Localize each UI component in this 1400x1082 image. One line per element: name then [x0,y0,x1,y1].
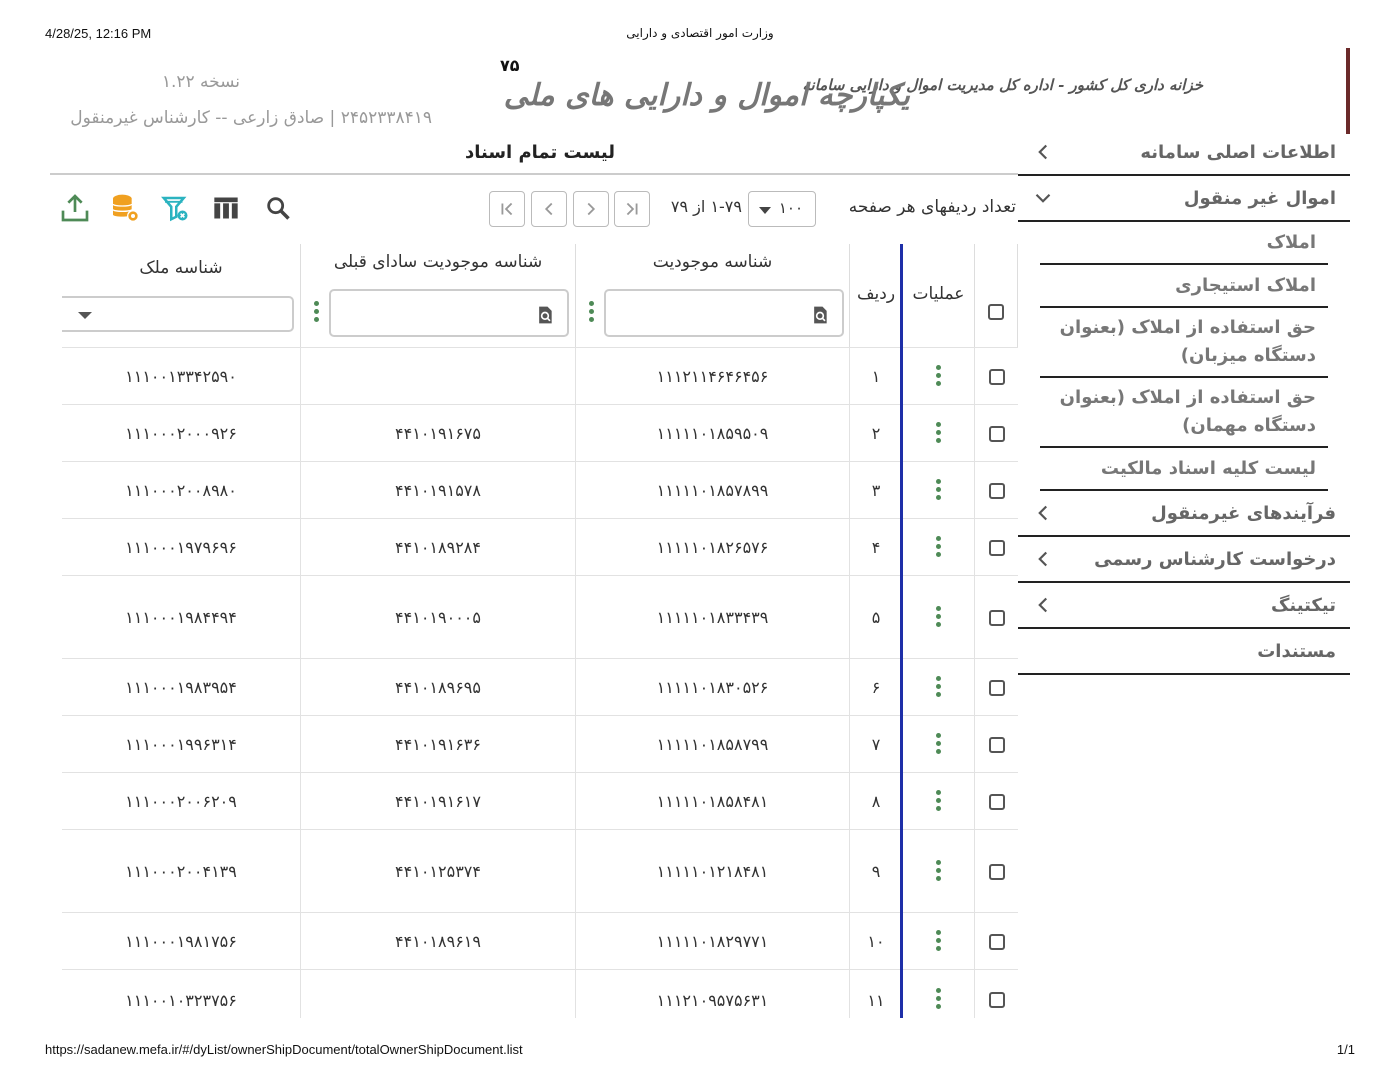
row-actions-menu-icon[interactable] [936,479,942,503]
user-info: ۲۴۵۲۳۳۸۴۱۹ | صادق زارعی -- کارشناس غیرمنقول [70,108,432,128]
row-number-cell: ۱ [850,348,903,405]
rows-per-page-label: تعداد ردیفهای هر صفحه [848,197,1016,217]
header-property-id-label: شناسه ملک [139,258,223,278]
row-operations-cell [903,405,975,462]
row-select-cell [975,716,1018,773]
filter-icon [160,193,190,223]
entity-id-cell: ۱۱۱۱۱۰۱۸۲۹۷۷۱ [576,913,850,970]
documents-table [62,244,1018,1018]
prev-entity-id-cell: ۴۴۱۰۱۹۱۶۱۷ [301,773,576,830]
row-operations-cell [903,348,975,405]
header-row-label: ردیف [856,284,896,304]
sidebar-subitem-label: املاک [1266,232,1316,253]
row-actions-menu-icon[interactable] [936,676,942,700]
property-id-cell: ۱۱۱۰۰۰۱۹۹۶۳۱۴ [62,716,301,773]
sidebar-subitem-ownership-docs[interactable] [1040,448,1328,491]
header-select-column [975,244,1018,347]
prev-entity-id-cell [301,970,576,1018]
prev-entity-id-filter-input[interactable] [329,289,569,337]
prev-entity-id-cell: ۴۴۱۰۱۸۹۶۱۹ [301,913,576,970]
sidebar-subitem-label: املاک استیجاری [1175,275,1316,296]
property-id-cell: ۱۱۱۰۰۰۲۰۰۰۹۲۶ [62,405,301,462]
header-operations [903,244,975,347]
version-label: نسخه ۱.۲۲ [161,72,240,92]
row-number-cell: ۵ [850,576,903,659]
entity-id-cell: ۱۱۱۱۱۰۱۸۳۳۴۳۹ [576,576,850,659]
row-number-cell: ۸ [850,773,903,830]
entity-id-cell: ۱۱۱۱۱۰۱۸۵۸۴۸۱ [576,773,850,830]
row-operations-cell [903,519,975,576]
sidebar-subitem-leased-properties[interactable] [1040,265,1328,308]
row-operations-cell [903,716,975,773]
chevron-left-icon [1030,592,1056,618]
row-checkbox[interactable] [989,426,1005,442]
print-title: وزارت امور اقتصادی و دارایی [626,26,774,40]
row-select-cell [975,462,1018,519]
prev-entity-id-cell: ۴۴۱۰۱۹۱۵۷۸ [301,462,576,519]
last-page-icon [621,198,643,220]
print-datetime: 4/28/25, 12:16 PM [45,26,152,41]
table-row [62,715,1018,773]
row-actions-menu-icon[interactable] [936,606,942,630]
property-id-cell: ۱۱۱۰۰۱۰۳۲۳۷۵۶ [62,970,301,1018]
row-operations-cell [903,830,975,913]
next-page-button[interactable] [573,191,609,227]
entity-id-column-menu-icon[interactable] [589,301,595,325]
sidebar [1018,130,1350,675]
table-row [62,404,1018,462]
row-checkbox[interactable] [989,737,1005,753]
entity-id-cell: ۱۱۱۲۱۱۴۶۴۶۴۵۶ [576,348,850,405]
selected-column-line [900,244,903,1018]
sidebar-item-label: مستندات [1257,640,1336,662]
property-id-cell: ۱۱۱۰۰۰۱۹۷۹۶۹۶ [62,519,301,576]
row-actions-menu-icon[interactable] [936,422,942,446]
entity-id-cell: ۱۱۱۱۱۰۱۸۵۸۷۹۹ [576,716,850,773]
row-checkbox[interactable] [989,794,1005,810]
row-select-cell [975,576,1018,659]
table-row [62,829,1018,913]
entity-id-filter-input[interactable] [604,289,844,337]
sidebar-item-expert-request[interactable] [1018,537,1350,583]
property-id-cell: ۱۱۱۰۰۰۱۹۸۱۷۵۶ [62,913,301,970]
row-operations-cell [903,462,975,519]
sidebar-subitem-label: لیست کلیه اسناد مالکیت [1100,458,1316,479]
table-row [62,772,1018,830]
page-number: ۷۵ [500,56,520,75]
entity-id-cell: ۱۱۱۱۱۰۱۸۳۰۵۲۶ [576,659,850,716]
table-columns-icon [212,194,240,222]
row-actions-menu-icon[interactable] [936,536,942,560]
upload-icon [59,192,91,224]
prev-entity-id-cell: ۴۴۱۰۱۲۵۳۷۴ [301,830,576,913]
row-checkbox[interactable] [989,680,1005,696]
caret-down-icon [759,207,771,214]
row-select-cell [975,970,1018,1018]
chevron-left-icon [538,198,560,220]
property-id-cell: ۱۱۱۰۰۰۲۰۰۶۲۰۹ [62,773,301,830]
row-select-cell [975,773,1018,830]
row-number-cell: ۱۰ [850,913,903,970]
row-actions-menu-icon[interactable] [936,365,942,389]
row-actions-menu-icon[interactable] [936,860,942,884]
chevron-down-icon [1030,185,1056,211]
property-id-cell: ۱۱۱۰۰۰۲۰۰۴۱۳۹ [62,830,301,913]
search-button[interactable] [260,190,296,226]
row-number-cell: ۷ [850,716,903,773]
row-number-cell: ۴ [850,519,903,576]
caret-down-icon [78,312,92,319]
first-page-icon [496,198,518,220]
filter-button[interactable] [157,190,193,226]
table-row [62,347,1018,405]
row-checkbox[interactable] [989,369,1005,385]
select-all-checkbox[interactable] [988,304,1004,320]
sidebar-item-label: درخواست کارشناس رسمی [1094,548,1336,570]
row-number-cell: ۲ [850,405,903,462]
table-row [62,461,1018,519]
row-checkbox[interactable] [989,540,1005,556]
page-title: لیست تمام اسناد [464,142,615,163]
header-property-id [62,244,301,347]
entity-id-cell: ۱۱۱۱۱۰۱۸۲۶۵۷۶ [576,519,850,576]
row-operations-cell [903,659,975,716]
table-row [62,969,1018,1018]
entity-id-cell: ۱۱۱۲۱۰۹۵۷۵۶۳۱ [576,970,850,1018]
header-prev-entity-id-label: شناسه موجودیت سادای قبلی [333,252,543,272]
header-prev-entity-id [301,244,576,347]
property-id-filter-select[interactable] [62,296,294,332]
print-page-number: 1/1 [1336,1042,1355,1057]
property-id-cell: ۱۱۱۰۰۰۲۰۰۸۹۸۰ [62,462,301,519]
search-document-icon [535,305,555,325]
row-select-cell [975,913,1018,970]
row-actions-menu-icon[interactable] [936,790,942,814]
sidebar-item-label: فرآیندهای غیرمنقول [1151,502,1336,524]
header-operations-label: عملیات [912,284,965,304]
row-select-cell [975,348,1018,405]
rows-per-page-value: ۱۰۰ [778,199,803,217]
search-icon [264,194,292,222]
property-id-cell: ۱۱۱۰۰۰۱۹۸۴۴۹۴ [62,576,301,659]
row-checkbox[interactable] [989,992,1005,1008]
chevron-left-icon [1030,500,1056,526]
prev-entity-id-column-menu-icon[interactable] [314,301,320,325]
row-checkbox[interactable] [989,483,1005,499]
database-icon [109,192,141,224]
prev-entity-id-cell: ۴۴۱۰۱۸۹۶۹۵ [301,659,576,716]
table-row [62,575,1018,659]
chevron-left-icon [1030,546,1056,572]
last-page-button[interactable] [614,191,650,227]
prev-entity-id-cell: ۴۴۱۰۱۹۰۰۰۵ [301,576,576,659]
prev-entity-id-cell: ۴۴۱۰۱۹۱۶۳۶ [301,716,576,773]
title-divider [50,173,1018,175]
row-select-cell [975,830,1018,913]
sidebar-subitem-label: حق استفاده از املاک (بعنوان دستگاه مهمان) [1059,387,1316,436]
sidebar-item-processes[interactable] [1018,491,1350,537]
sidebar-item-label: اموال غیر منقول [1183,187,1336,209]
entity-id-cell: ۱۱۱۱۱۰۱۲۱۸۴۸۱ [576,830,850,913]
row-operations-cell [903,576,975,659]
sidebar-subitem-usage-guest[interactable] [1040,378,1328,448]
row-number-cell: ۳ [850,462,903,519]
entity-id-cell: ۱۱۱۱۱۰۱۸۵۹۵۰۹ [576,405,850,462]
property-id-cell: ۱۱۱۰۰۱۳۳۴۲۵۹۰ [62,348,301,405]
row-actions-menu-icon[interactable] [936,988,942,1012]
search-document-icon [810,305,830,325]
row-checkbox[interactable] [989,610,1005,626]
sidebar-subitem-label: حق استفاده از املاک (بعنوان دستگاه میزبان) [1059,317,1316,366]
row-number-cell: ۶ [850,659,903,716]
table-row [62,912,1018,970]
row-select-cell [975,405,1018,462]
row-number-cell: ۱۱ [850,970,903,1018]
property-id-cell: ۱۱۱۰۰۰۱۹۸۳۹۵۴ [62,659,301,716]
header-row-number [850,244,903,347]
export-button[interactable] [57,190,93,226]
logo-line1: خزانه داری کل کشور - اداره کل مدیریت اموال و دارایی سامانه [802,76,1203,94]
sidebar-item-ticketing[interactable] [1018,583,1350,629]
prev-entity-id-cell [301,348,576,405]
table-row [62,518,1018,576]
sidebar-item-immovable[interactable] [1018,176,1350,222]
sidebar-item-label: اطلاعات اصلی سامانه [1140,141,1336,163]
row-number-cell: ۹ [850,830,903,913]
row-operations-cell [903,773,975,830]
row-select-cell [975,659,1018,716]
header-accent-bar [1346,48,1350,134]
row-checkbox[interactable] [989,934,1005,950]
print-url: https://sadanew.mefa.ir/#/dyList/ownerShipDocument/totalOwnerShipDocument.list [45,1042,523,1057]
row-operations-cell [903,913,975,970]
table-row [62,658,1018,716]
row-select-cell [975,519,1018,576]
prev-entity-id-cell: ۴۴۱۰۱۹۱۶۷۵ [301,405,576,462]
prev-entity-id-cell: ۴۴۱۰۱۸۹۲۸۴ [301,519,576,576]
header-entity-id [576,244,850,347]
row-operations-cell [903,970,975,1018]
chevron-left-icon [1030,139,1056,165]
sidebar-subitem-properties[interactable] [1040,222,1328,265]
sidebar-item-main-info[interactable] [1018,130,1350,176]
logo-line2: یکپارچه اموال و دارایی های ملی [503,78,910,113]
sidebar-item-docs[interactable] [1018,629,1350,675]
previous-page-button[interactable] [531,191,567,227]
row-actions-menu-icon[interactable] [936,930,942,954]
rows-per-page-select[interactable] [748,191,816,227]
chevron-right-icon [580,198,602,220]
row-actions-menu-icon[interactable] [936,733,942,757]
first-page-button[interactable] [489,191,525,227]
sidebar-subitem-usage-host[interactable] [1040,308,1328,378]
database-export-button[interactable] [107,190,143,226]
sidebar-item-label: تیکتینگ [1270,594,1336,616]
row-checkbox[interactable] [989,864,1005,880]
columns-button[interactable] [208,190,244,226]
pagination-range: ۱-۷۹ از ۷۹ [670,197,742,216]
header-entity-id-label: شناسه موجودیت [652,252,773,272]
entity-id-cell: ۱۱۱۱۱۰۱۸۵۷۸۹۹ [576,462,850,519]
